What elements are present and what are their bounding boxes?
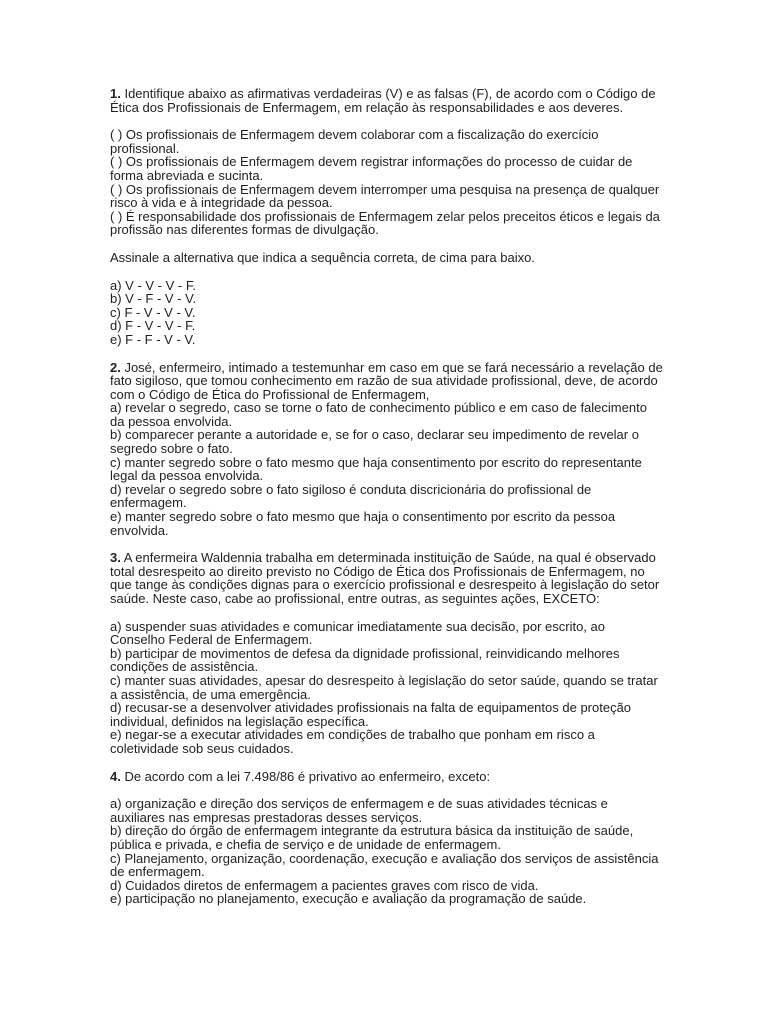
- statement-line: ( ) Os profissionais de Enfermagem devem registrar informações do processo de cuidar de: [110, 154, 633, 170]
- option-line: e) participação no planejamento, execução e avaliação da programação de saúde.: [110, 891, 587, 907]
- question-1: [110, 87, 668, 114]
- option-line: a) suspender suas atividades e comunicar imediatamente sua decisão, por escrito, ao: [110, 618, 605, 634]
- question-3-line: 3. A enfermeira Waldennia trabalha em determinada instituição de Saúde, na qual é observado: [110, 550, 656, 566]
- option-line: condições de assistência.: [110, 659, 259, 675]
- question-1-line: 1. Identifique abaixo as afirmativas verdadeiras (V) e as falsas (F), de acordo com o Código de: [110, 86, 656, 101]
- option-line: c) Planejamento, organização, coordenação, execução e avaliação dos serviços de assistência: [110, 850, 659, 866]
- option-line: auxiliares nas empresas prestadoras desses serviços.: [110, 809, 423, 825]
- option-line: b) V - F - V - V.: [110, 291, 197, 307]
- option-line: Conselho Federal de Enfermagem.: [110, 632, 313, 648]
- option-line: c) manter segredo sobre o fato mesmo que haja consentimento por escrito do representante: [110, 454, 642, 470]
- option-line: d) F - V - V - F.: [110, 318, 196, 334]
- statement-line: ( ) É responsabilidade dos profissionais de Enfermagem zelar pelos preceitos éticos e legais da: [110, 208, 660, 224]
- statement-line: profissão nas diferentes formas de divulgação.: [110, 222, 379, 238]
- option-line: b) comparecer perante a autoridade e, se for o caso, declarar seu impedimento de revelar o: [110, 427, 639, 443]
- question-4: [110, 770, 668, 784]
- option-line: e) F - F - V - V.: [110, 331, 196, 347]
- option-line: legal da pessoa envolvida.: [110, 468, 264, 484]
- option-line: coletividade sob seus cuidados.: [110, 740, 294, 756]
- question-3-line: total desrespeito ao direito previsto no Código de Ética dos Profissionais de Enfermagem, no: [110, 563, 645, 579]
- statement-line: risco à vida e à integridade da pessoa.: [110, 195, 333, 211]
- question-1-line: Ética dos Profissionais de Enfermagem, em relação às responsabilidades e aos deveres.: [110, 99, 624, 115]
- question-3: [110, 551, 668, 605]
- question-3-options: [110, 620, 668, 756]
- option-line: d) recusar-se a desenvolver atividades profissionais na falta de equipamentos de proteção: [110, 700, 632, 716]
- question-number: 2.: [110, 359, 121, 375]
- option-line: pública e privada, e chefia de serviço e de unidade de enfermagem.: [110, 836, 501, 852]
- question-2: [110, 361, 668, 538]
- statement-line: profissional.: [110, 140, 180, 156]
- option-line: a assistência, de uma emergência.: [110, 686, 311, 702]
- option-line: a) organização e direção dos serviços de enfermagem e de suas atividades técnicas e: [110, 796, 608, 812]
- option-line: e) manter segredo sobre o fato mesmo que haja o consentimento por escrito da pessoa: [110, 509, 616, 525]
- statement-line: ( ) Os profissionais de Enfermagem devem colaborar com a fiscalização do exercício: [110, 127, 599, 143]
- option-line: da pessoa envolvida.: [110, 413, 233, 429]
- option-line: a) revelar o segredo, caso se torne o fato de conhecimento público e em caso de falecimento: [110, 400, 647, 416]
- question-number: 4.: [110, 768, 121, 784]
- question-3-line: saúde. Neste caso, cabe ao profissional, entre outras, as seguintes ações, EXCETO:: [110, 591, 600, 606]
- question-3-line: que tange às condições dignas para o exercício profissional e desrespeito à legislação do setor: [110, 577, 660, 593]
- question-4-options: [110, 797, 668, 906]
- option-line: segredo sobre o fato.: [110, 441, 233, 457]
- statement-line: ( ) Os profissionais de Enfermagem devem interromper uma pesquisa na presença de qualquer: [110, 181, 660, 197]
- option-line: a) V - V - V - F.: [110, 277, 196, 293]
- option-line: de enfermagem.: [110, 864, 205, 880]
- question-1-instruction: Assinale a alternativa que indica a sequência correta, de cima para baixo.: [110, 249, 535, 265]
- option-line: enfermagem.: [110, 495, 187, 511]
- option-line: individual, definidos na legislação específica.: [110, 713, 369, 729]
- question-number: 1.: [110, 86, 121, 101]
- option-line: d) revelar o segredo sobre o fato sigiloso é conduta discricionária do profissional de: [110, 481, 592, 497]
- option-line: b) direção do órgão de enfermagem integrante da estrutura básica da instituição de saúde,: [110, 823, 634, 839]
- option-line: d) Cuidados diretos de enfermagem a pacientes graves com risco de vida.: [110, 877, 539, 893]
- option-line: c) manter suas atividades, apesar do desrespeito à legislação do setor saúde, quando se tratar: [110, 672, 658, 688]
- option-line: b) participar de movimentos de defesa da dignidade profissional, reinvidicando melhores: [110, 645, 620, 661]
- question-1-statements: [110, 128, 668, 237]
- question-2-line: com o Código de Ética do Profissional de Enfermagem,: [110, 386, 430, 402]
- question-number: 3.: [110, 550, 121, 566]
- question-2-line: 2. José, enfermeiro, intimado a testemunhar em caso em que se fará necessário a revelação de: [110, 359, 663, 375]
- question-1-options: [110, 279, 668, 347]
- option-line: envolvida.: [110, 522, 169, 538]
- statement-line: forma abreviada e sucinta.: [110, 167, 264, 183]
- option-line: e) negar-se a executar atividades em condições de trabalho que ponham em risco a: [110, 727, 595, 743]
- option-line: c) F - V - V - V.: [110, 304, 196, 320]
- question-4-line: 4. De acordo com a lei 7.498/86 é privativo ao enfermeiro, exceto:: [110, 768, 491, 784]
- question-2-line: fato sigiloso, que tomou conhecimento em razão de sua atividade profissional, deve, de acordo: [110, 373, 658, 389]
